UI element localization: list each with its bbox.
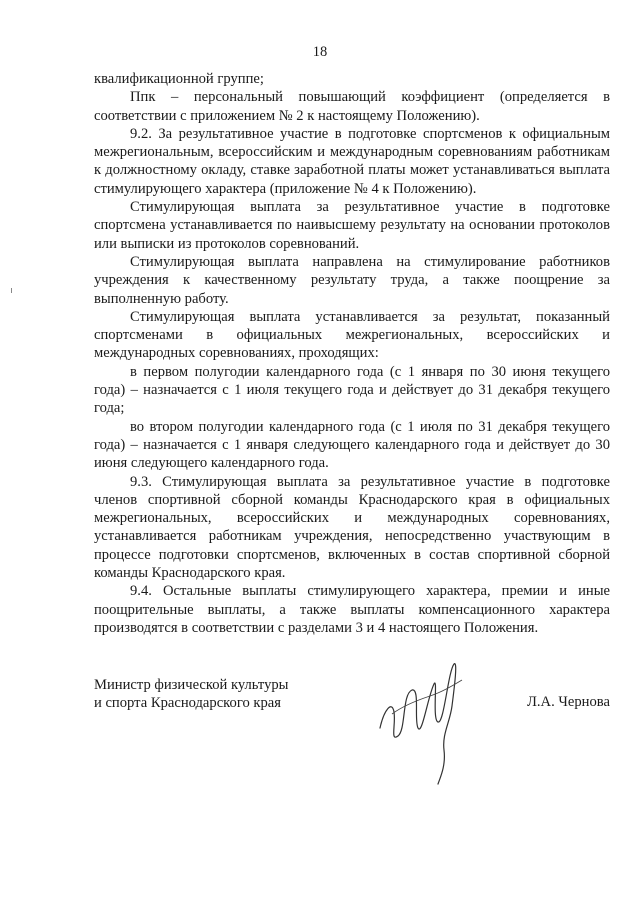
paragraph-continuation: квалификационной группе;	[94, 71, 264, 87]
margin-mark	[11, 288, 12, 293]
signatory-position-line-1: Министр физической культуры	[94, 677, 289, 693]
signatory-name: Л.А. Чернова	[527, 694, 610, 710]
signatory-position-line-2: и спорта Краснодарского края	[94, 695, 281, 711]
paragraph-second-half-year: во втором полугодии календарного года (с 1 июля по 31 декабря текущего года) – назначается с 1 января следующего календарного года и действует до 30 июня следующего календарного года.	[94, 418, 610, 472]
paragraph-first-half-year: в первом полугодии календарного года (с 1 января по 30 июня текущего года) – назначается с 1 июля текущего года и действует до 31 декабря текущего года;	[94, 363, 610, 417]
paragraph-highest-result: Стимулирующая выплата за результативное участие в подготовке спортсмена устанавливается по наивысшему результату на основании протоколов или выписки из протоколов соревнований.	[94, 199, 610, 252]
paragraph-ppk: Ппк – персональный повышающий коэффициент (определяется в соответствии с приложением № 2 к настоящему Положению).	[94, 89, 610, 124]
paragraph-9-3: 9.3. Стимулирующая выплата за результативное участие в подготовке членов спортивной сборной команды Краснодарского края в официальных межрегиональных, всероссийских и международных соревнованиях, устанавливается работникам учреждения, непосредственно участвующим в процессе подготовки спортсменов, включенных в состав спортивной сборной команды Краснодарского края.	[94, 473, 610, 582]
page-number: 18	[312, 44, 328, 60]
paragraph-9-2: 9.2. За результативное участие в подготовке спортсменов к официальным межрегиональным, всероссийским и международным соревнованиям работникам к должностному окладу, ставке заработной платы может устанавливаться выплата стимулирующего характера (приложение № 4 к Положению).	[94, 125, 610, 197]
handwritten-signature	[372, 650, 470, 786]
paragraph-purpose: Стимулирующая выплата направлена на стимулирование работников учреждения к качественному результату труда, а также поощрение за выполненную работу.	[94, 253, 610, 307]
document-body	[94, 70, 610, 637]
paragraph-9-4: 9.4. Остальные выплаты стимулирующего характера, премии и иные поощрительные выплаты, а также выплаты компенсационного характера производятся в соответствии с разделами 3 и 4 настоящего Положения.	[94, 583, 610, 636]
signatory-position	[94, 676, 289, 712]
paragraph-result-basis: Стимулирующая выплата устанавливается за результат, показанный спортсменами в официальных межрегиональных, всероссийских и международных соревнованиях, проходящих:	[94, 308, 610, 362]
